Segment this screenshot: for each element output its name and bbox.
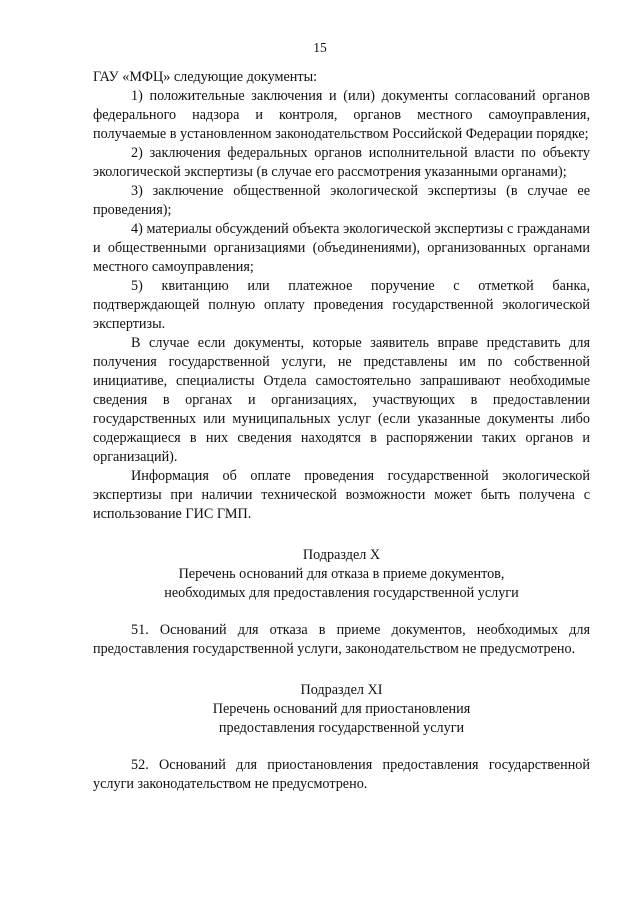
list-item-4: 4) материалы обсуждений объекта экологической экспертизы с гражданами и общественными организациями (объединениями), организованных органами местного самоуправления; — [93, 221, 590, 275]
list-item-3: 3) заключение общественной экологической экспертизы (в случае ее проведения); — [93, 183, 590, 218]
list-item-2: 2) заключения федеральных органов исполнительной власти по объекту экологической экспертизы (в случае его рассмотрения указанными органами); — [93, 145, 590, 180]
item-51: 51. Оснований для отказа в приеме документов, необходимых для предоставления государственной услуги, законодательством не предусмотрено. — [93, 622, 590, 657]
document-body — [93, 68, 590, 794]
section-xi-title-line-1: Перечень оснований для приостановления — [212, 701, 471, 717]
item-52: 52. Оснований для приостановления предоставления государственной услуги законодательством не предусмотрено. — [93, 757, 590, 792]
list-item-1: 1) положительные заключения и (или) документы согласований органов федерального надзора и контроля, органов местного самоуправления, получаемые в установленном законодательством Российской Федерации порядке; — [93, 88, 590, 142]
paragraph-intro: ГАУ «МФЦ» следующие документы: — [93, 69, 318, 85]
section-x-title-line-1: Перечень оснований для отказа в приеме документов, — [178, 566, 505, 582]
section-x — [93, 546, 590, 659]
section-xi-heading: Подраздел XI — [300, 682, 383, 698]
page-number: 15 — [313, 40, 327, 55]
list-item-5: 5) квитанцию или платежное поручение с отметкой банка, подтверждающей полную оплату проведения государственной экологической экспертизы. — [93, 278, 590, 332]
section-xi — [93, 681, 590, 794]
section-xi-title-line-2: предоставления государственной услуги — [218, 720, 465, 736]
section-x-heading: Подраздел X — [302, 547, 381, 563]
section-x-title-line-2: необходимых для предоставления государственной услуги — [164, 585, 519, 601]
paragraph-documents-request: В случае если документы, которые заявитель вправе представить для получения государственной услуги, не представлены им по собственной инициативе, специалисты Отдела самостоятельно запрашивают необходимые сведения в органах и организациях, участвующих в предоставлении государственных или муниципальных услуг (если указанные документы либо содержащиеся в них сведения находятся в распоряжении таких органов и организаций). — [93, 335, 590, 465]
paragraph-payment-info: Информация об оплате проведения государственной экологической экспертизы при наличии технической возможности может быть получена с использование ГИС ГМП. — [93, 468, 590, 522]
